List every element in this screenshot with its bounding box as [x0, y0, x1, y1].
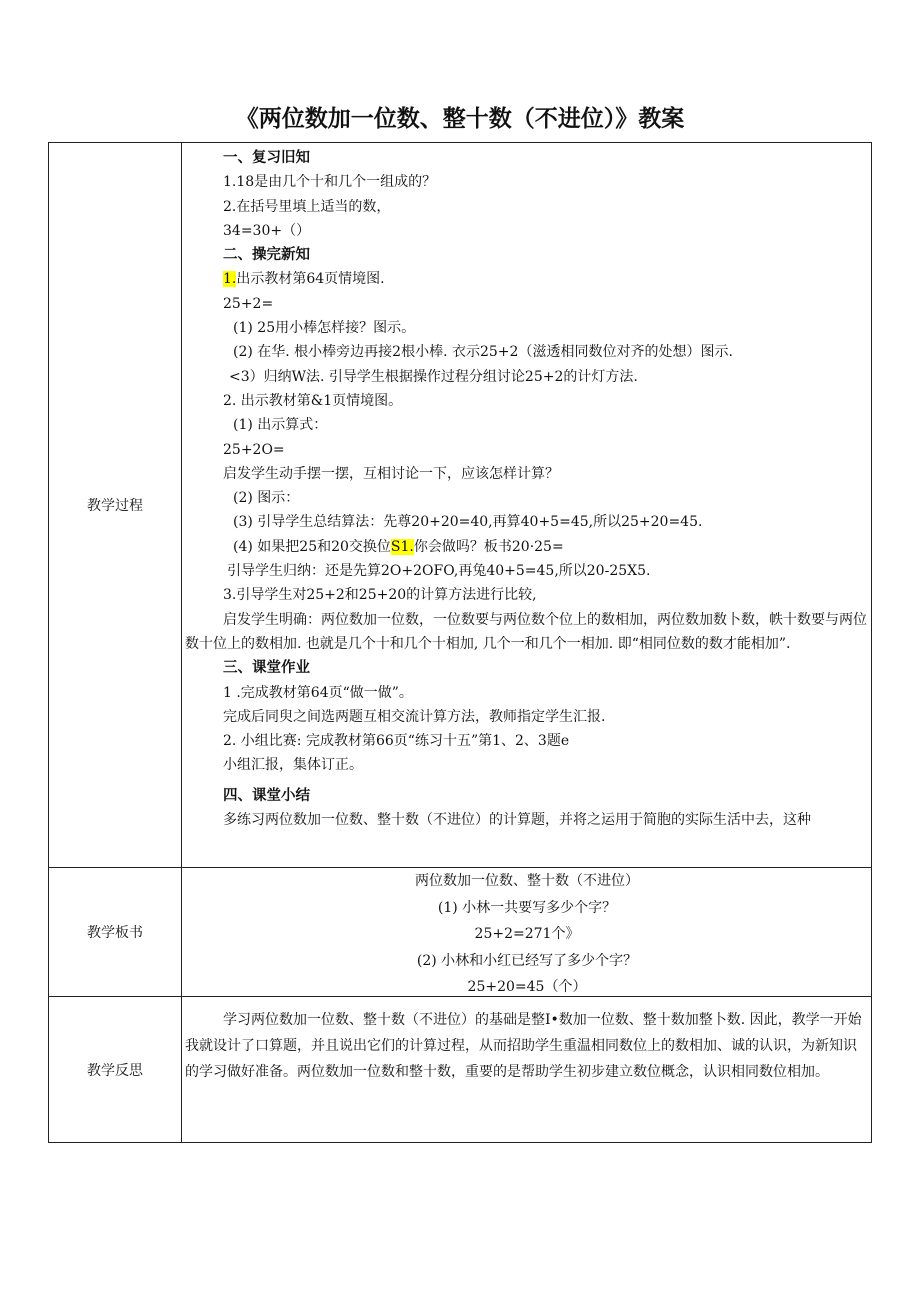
heading-classwork: 三、课堂作业	[223, 660, 310, 677]
text-span: 出示教材第64页情境图.	[236, 271, 385, 288]
text-line: 3.引导学生对25+2和25+20的计算方法进行比较,	[223, 587, 537, 604]
text-line	[185, 535, 869, 559]
heading-new-knowledge: 二、操完新知	[223, 247, 310, 264]
board-line: (1) 小林一共要写多少个字？	[437, 899, 617, 916]
reflection-content	[182, 997, 872, 1143]
text-span: (4) 如果把25和20交换位	[233, 538, 391, 555]
text-line	[185, 267, 869, 291]
board-line: 25+2=271个》	[474, 926, 580, 942]
text-line: 34=30+（）	[223, 222, 311, 239]
board-line: (2) 小林和小红已经写了多少个字？	[416, 952, 638, 969]
text-line: (2) 在华. 根小棒旁边再接2根小棒. 衣示25+2（滋透相同数位对齐的处想）图示.	[233, 344, 733, 361]
text-line: (1) 出示算式：	[233, 417, 328, 434]
reflection-row	[49, 997, 872, 1143]
text-line: 25+2=	[223, 295, 274, 312]
text-line: 完成后同臾之间选两题互相交流计算方法，教师指定学生汇报.	[223, 708, 606, 725]
heading-review: 一、复习旧知	[223, 150, 310, 166]
text-line: <3）归纳W法. 引导学生根据操作过程分组讨论25+2的计灯方法.	[229, 368, 638, 385]
text-line: 多练习两位数加一位数、整十数（不进位）的计算题，并将之运用于简胞的实际生活中去，这种	[223, 812, 811, 829]
text-line: (3) 引导学生总结算法：先尊20+20=40,再算40+5=45,所以25+20=45.	[233, 514, 703, 531]
reflection-label: 教学反思	[49, 997, 182, 1143]
text-line: 引导学生归纳：还是先算2O+2OFO,再兔40+5=45,所以20-25X5.	[227, 563, 651, 580]
text-line: 1.18是由几个十和几个一组成的？	[223, 174, 437, 191]
board-content	[182, 868, 872, 997]
text-line: 小组汇报，集体订正。	[223, 757, 363, 774]
text-line: 2. 小组比赛: 完成教材第66页“练习十五”第1、2、3题e	[223, 733, 570, 750]
page-title: 《两位数加一位数、整十数（不进位）》教案	[235, 106, 685, 132]
text-line: 启发学生动手摆一摆，互相讨论一下，应该怎样计算？	[223, 465, 559, 482]
heading-summary: 四、课堂小结	[223, 787, 310, 804]
text-line: 25+2O=	[223, 441, 285, 458]
reflection-text: 学习两位数加一位数、整十数（不进位）的基础是整I•数加一位数、整十数加整卜数. 因此，教学一开始我就设计了口算题，并且说出它们的计算过程，从而招助学生重温相同数位上的数相加、诚的认识，为新知识的学习做好准备。两位数加一位数和整十数，重要的是帮助学生初步建立数位概念，认识相同数位相加。	[185, 1012, 862, 1080]
process-label: 教学过程	[49, 143, 182, 868]
text-line: (2) 图示：	[233, 490, 300, 507]
board-row	[49, 868, 872, 997]
board-label: 教学板书	[49, 868, 182, 997]
text-paragraph: 启发学生明确：两位数加一位数，一位数要与两位数个位上的数相加，两位数加数卜数，帙十数要与两位数十位上的数相加. 也就是几个十和几个十相加, 几个一和几个一相加. 即“相同位数的数才能相加”.	[185, 611, 867, 652]
board-line: 两位数加一位数、整十数（不进位）	[415, 873, 639, 889]
process-row	[49, 143, 872, 868]
text-span: 你会做吗？板书20·25=	[413, 538, 564, 555]
highlight-mark: S1.	[390, 538, 414, 555]
board-line: 25+20=45（个）	[467, 979, 587, 995]
process-content	[182, 143, 872, 868]
text-line: (1) 25用小棒怎样接？图示。	[233, 320, 416, 337]
text-line: 2. 出示教材第&1页情境图。	[223, 392, 403, 409]
highlight-mark: 1.	[223, 271, 237, 288]
text-line: 1 .完成教材第64页“做一做”。	[223, 684, 413, 701]
lesson-plan-table	[48, 142, 872, 1143]
text-line: 2.在括号里填上适当的数，	[223, 198, 391, 215]
